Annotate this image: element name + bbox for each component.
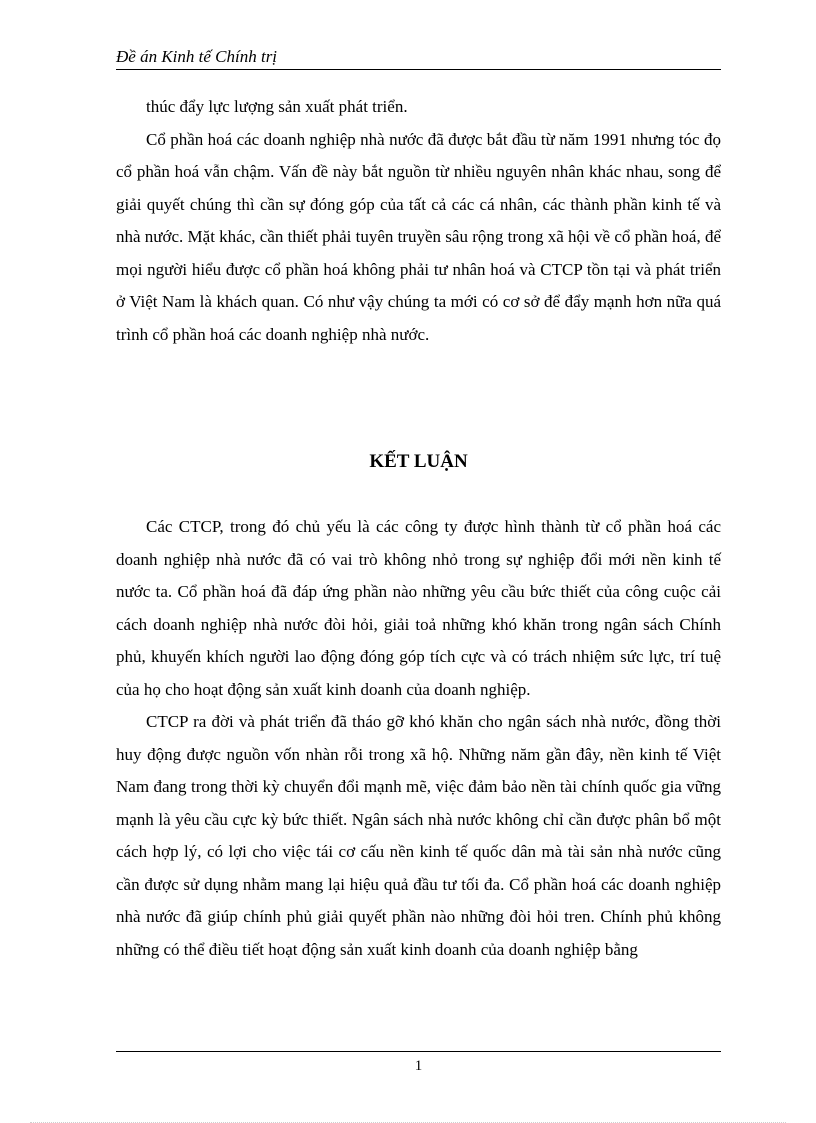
- paragraph-ctcp-role: Các CTCP, trong đó chủ yếu là các công ty được hình thành từ cổ phần hoá các doanh nghiệp nhà nước đã có vai trò không nhỏ trong sự nghiệp đổi mới nền kinh tế nước ta. Cổ phần hoá đã đáp ứng phần nào những yêu cầu bức thiết của công cuộc cải cách doanh nghiệp nhà nước đòi hỏi, giải toả những khó khăn trong ngân sách Chính phủ, khuyến khích người lao động đóng góp tích cực và có trách nhiệm sức lực, trí tuệ của họ cho hoạt động sản xuất kinh doanh của doanh nghiệp.: [116, 517, 721, 699]
- document-header-title: Đề án Kinh tế Chính trị: [116, 47, 278, 66]
- section-before-conclusion: [116, 91, 721, 351]
- paragraph-equitization-progress: Cổ phần hoá các doanh nghiệp nhà nước đã được bắt đầu từ năm 1991 nhưng tóc đọ cổ phần hoá vẫn chậm. Vấn đề này bắt nguồn từ nhiều nguyên nhân khác nhau, song để giải quyết chúng thì cần sự đóng góp của tất cả các cá nhân, các thành phần kinh tế và nhà nước. Mặt khác, cần thiết phải tuyên truyền sâu rộng trong xã hội về cổ phần hoá, để mọi người hiểu được cổ phần hoá không phải tư nhân hoá và CTCP tồn tại và phát triển ở Việt Nam là khách quan. Có như vậy chúng ta mới có cơ sở để đẩy mạnh hơn nữa quá trình cổ phần hoá các doanh nghiệp nhà nước.: [116, 129, 721, 344]
- paragraph-ctcp-development: CTCP ra đời và phát triển đã tháo gỡ khó khăn cho ngân sách nhà nước, đồng thời huy động được nguồn vốn nhàn rỗi trong xã hộ. Những năm gần đây, nền kinh tế Việt Nam đang trong thời kỳ chuyển đổi mạnh mẽ, việc đảm bảo nền tài chính quốc gia vững mạnh là yêu cầu cực kỳ bức thiết. Ngân sách nhà nước không chỉ cần được phân bổ một cách hợp lý, có lợi cho việc tái cơ cấu nền kinh tế quốc dân mà tài sản nhà nước cũng cần được sử dụng nhằm mang lại hiệu quả đầu tư tối đa. Cổ phần hoá các doanh nghiệp nhà nước đã giúp chính phủ giải quyết phần nào những đòi hỏi tren. Chính phủ không những có thể điều tiết hoạt động sản xuất kinh doanh của doanh nghiệp bằng: [116, 712, 721, 959]
- conclusion-section: [116, 511, 721, 966]
- page-number: 1: [414, 1058, 423, 1074]
- conclusion-heading: KẾT LUẬN: [369, 451, 468, 472]
- header-divider: [116, 69, 721, 70]
- continuation-line: thúc đẩy lực lượng sản xuất phát triển.: [146, 97, 408, 116]
- footer-divider: [116, 1051, 721, 1052]
